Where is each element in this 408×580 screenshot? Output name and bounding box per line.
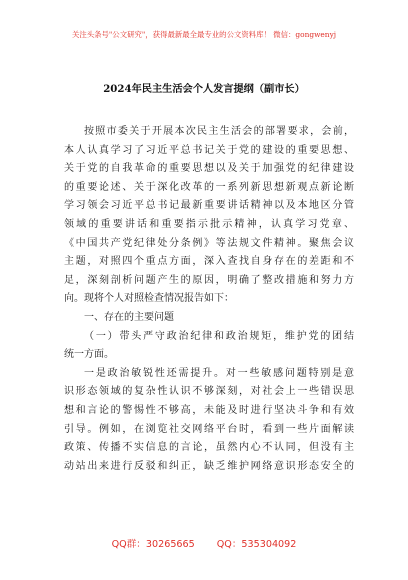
- body-line: 学习领会习近平总书记最新重要讲话精神以及本地区分管: [64, 200, 354, 212]
- body-line: 识形态领域的复杂性认识不够深刻，对社会上一些错误思: [64, 386, 354, 398]
- contact-footer: [0, 536, 408, 550]
- qq-contact-text: QQ：535304092: [216, 539, 297, 550]
- body-line: 向。现将个人对照检查情况报告如下：: [64, 293, 234, 305]
- document-title: 2024年民主生活会个人发言提纲（副市长）: [103, 83, 305, 95]
- body-line: 主题，对照四个重点方面，深入查找自身存在的差距和不: [64, 256, 354, 268]
- body-line: 一是政治敏锐性还需提升。对一些敏感问题特别是意: [84, 367, 354, 379]
- body-line: （一）带头严守政治纪律和政治规矩，维护党的团结: [84, 330, 354, 342]
- body-line: 按照市委关于开展本次民主生活会的部署要求，会前，: [84, 126, 354, 137]
- body-line: 关于党的自我革命的重要思想以及关于加强党的纪律建设: [64, 163, 354, 175]
- body-line: 《中国共产党纪律处分条例》等法规文件精神。聚焦会议: [64, 237, 354, 249]
- promo-banner: 关注头条号"公文研究"，获得最新最全最专业的公文资料库！ 微信：gongwenyj: [71, 30, 337, 39]
- body-line: 政策、传播不实信息的言论，虽然内心不认同，但没有主: [64, 442, 354, 454]
- body-line: 领域的重要讲话和重要指示批示精神，认真学习党章、: [64, 218, 354, 230]
- body-line: 本人认真学习了习近平总书记关于党的建设的重要思想、: [64, 144, 354, 156]
- body-line: 引导。例如，在浏览社交网络平台时，看到一些片面解读: [64, 423, 354, 435]
- document-body: [64, 123, 354, 476]
- body-line: 的重要论述、关于深化改革的一系列新思想新观点新论断: [64, 181, 354, 193]
- body-line: 一、存在的主要问题: [84, 311, 174, 323]
- body-line: 足，深刻剖析问题产生的原因，明确了整改措施和努力方: [64, 274, 354, 286]
- body-line: 统一方面。: [64, 349, 114, 361]
- body-line: 想和言论的警惕性不够高，未能及时进行坚决斗争和有效: [64, 404, 354, 416]
- body-line: 动站出来进行反驳和纠正，缺乏维护网络意识形态安全的: [64, 460, 354, 472]
- qq-group-text: QQ群：30265665: [111, 539, 195, 550]
